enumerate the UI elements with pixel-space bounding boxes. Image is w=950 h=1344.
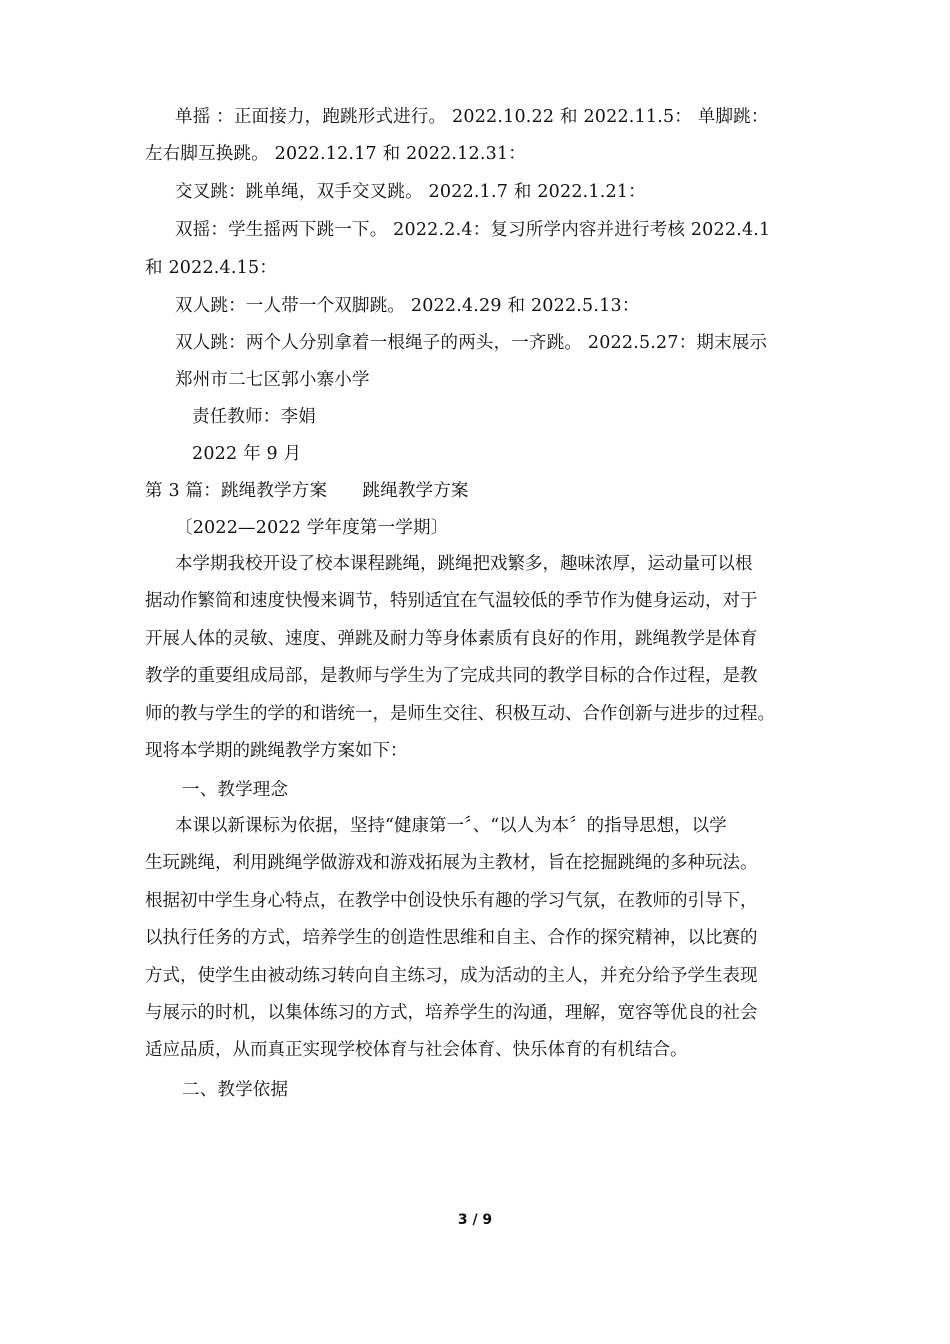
text-line: 双人跳：两个人分别拿着一根绳子的两头，一齐跳。 2022.5.27：期末展示 xyxy=(175,333,768,353)
text-line: 交叉跳：跳单绳，双手交叉跳。 2022.1.7 和 2022.1.21： xyxy=(175,182,646,202)
text-line: 和 2022.4.15： xyxy=(145,258,278,278)
section-title: 第 3 篇：跳绳教学方案 跳绳教学方案 xyxy=(145,481,469,501)
paragraph-line: 与展示的时机，以集体练习的方式，培养学生的沟通，理解，宽容等优良的社会 xyxy=(145,1002,758,1023)
paragraph-line: 方式，使学生由被动练习转向自主练习，成为活动的主人，并充分给予学生表现 xyxy=(145,965,758,986)
paragraph-line: 师的教与学生的学的和谐统一，是师生交往、积极互动、合作创新与进步的过程。 xyxy=(145,703,775,724)
paragraph-line: 适应品质，从而真正实现学校体育与社会体育、快乐体育的有机结合。 xyxy=(145,1040,688,1061)
paragraph-line: 开展人体的灵敏、速度、弹跳及耐力等身体素质有良好的作用，跳绳教学是体育 xyxy=(145,628,758,649)
semester-line: 〔2022—2022 学年度第一学期〕 xyxy=(175,518,449,538)
intro-paragraph xyxy=(145,546,815,770)
text-line: 单摇 ：正面接力，跑跳形式进行。 2022.10.22 和 2022.11.5： 单脚跳： xyxy=(175,107,769,127)
paragraph-line: 以执行任务的方式，培养学生的创造性思维和自主、合作的探究精神，以比赛的 xyxy=(145,928,758,949)
heading-philosophy: 一、教学理念 xyxy=(182,780,289,800)
heading-basis: 二、教学依据 xyxy=(182,1080,289,1100)
paragraph-line: 本学期我校开设了校本课程跳绳，跳绳把戏繁多，趣味浓厚，运动量可以根 xyxy=(175,554,753,574)
school-name: 郑州市二七区郭小寨小学 xyxy=(175,370,370,390)
paragraph-line: 现将本学期的跳绳教学方案如下： xyxy=(145,740,408,761)
text-line: 双摇：学生摇两下跳一下。 2022.2.4：复习所学内容并进行考核 2022.4.1 xyxy=(175,220,771,240)
paragraph-line: 生玩跳绳，利用跳绳学做游戏和游戏拓展为主教材，旨在挖掘跳绳的多种玩法。 xyxy=(145,853,758,874)
paragraph-line: 据动作繁简和速度快慢来调节，特别适宜在气温较低的季节作为健身运动，对于 xyxy=(145,591,758,612)
text-line: 左右脚互换跳。 2022.12.17 和 2022.12.31： xyxy=(145,144,526,164)
paragraph-line: 教学的重要组成局部，是教师与学生为了完成共同的教学目标的合作过程，是教 xyxy=(145,666,758,687)
page-number: 3 / 9 xyxy=(457,1212,493,1228)
teacher-line: 责任教师：李娟 xyxy=(192,407,316,427)
text-line: 双人跳：一人带一个双脚跳。 2022.4.29 和 2022.5.13： xyxy=(175,296,640,316)
date-line: 2022 年 9 月 xyxy=(192,444,302,464)
philosophy-paragraph xyxy=(145,808,815,1070)
paragraph-line: 根据初中学生身心特点，在教学中创设快乐有趣的学习气氛，在教师的引导下， xyxy=(145,890,758,911)
paragraph-line: 本课以新课标为依据，坚持“健康第一〞、“以人为本〞的指导思想，以学 xyxy=(175,816,727,836)
